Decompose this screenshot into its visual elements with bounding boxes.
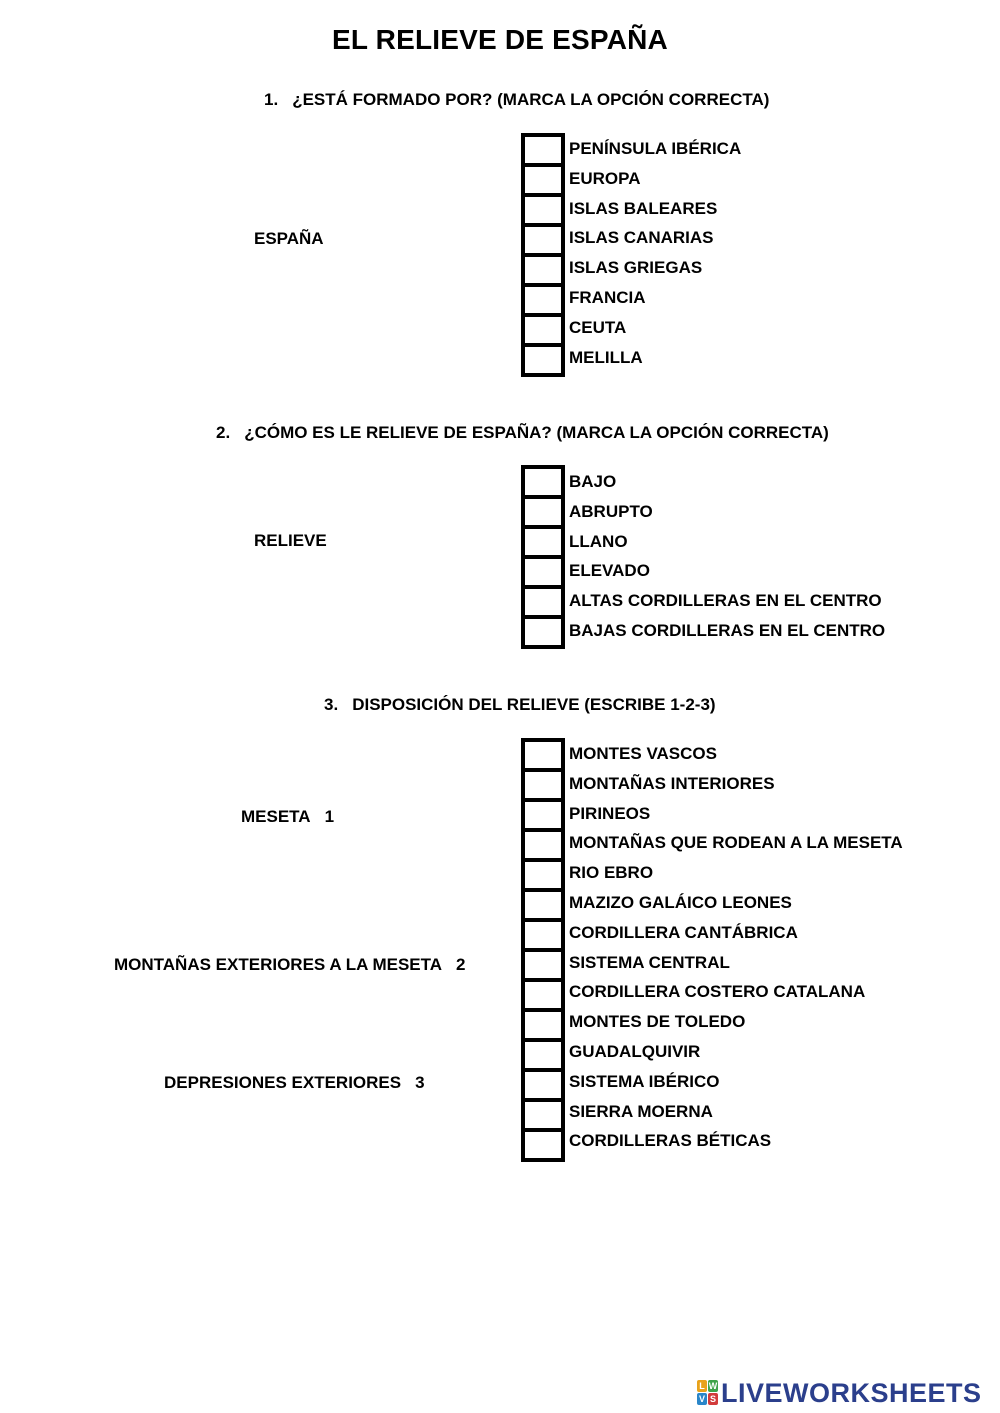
option-label: MONTES VASCOS: [569, 744, 717, 763]
label-text: DEPRESIONES EXTERIORES: [164, 1073, 402, 1092]
question-3-heading: [324, 695, 716, 715]
answer-checkbox[interactable]: [525, 888, 561, 918]
answer-checkbox[interactable]: [525, 858, 561, 888]
answer-checkbox[interactable]: [525, 495, 561, 525]
question-text: ¿CÓMO ES LE RELIEVE DE ESPAÑA? (MARCA LA OPCIÓN CORRECTA): [244, 423, 829, 442]
answer-checkbox[interactable]: [525, 948, 561, 978]
label-number: 1: [324, 807, 335, 826]
option-label: CORDILLERA COSTERO CATALANA: [569, 982, 866, 1002]
question-text: DISPOSICIÓN DEL RELIEVE (ESCRIBE 1-2-3): [352, 695, 716, 714]
question-2-options: [569, 467, 885, 646]
option-label: ISLAS CANARIAS: [569, 228, 714, 248]
option-label: SIERRA MOERNA: [569, 1101, 713, 1121]
answer-checkbox[interactable]: [525, 615, 561, 645]
label-montanas-exteriores: [114, 955, 466, 975]
answer-checkbox[interactable]: [525, 343, 561, 373]
question-text: ¿ESTÁ FORMADO POR? (MARCA LA OPCIÓN CORRECTA): [292, 90, 770, 109]
option-label: SISTEMA CENTRAL: [569, 952, 730, 972]
option-label: BAJO: [569, 472, 617, 491]
question-number: 2.: [216, 423, 231, 442]
question-1-checkboxes: [521, 133, 565, 377]
answer-checkbox[interactable]: [525, 828, 561, 858]
option-label: PIRINEOS: [569, 803, 651, 823]
answer-checkbox[interactable]: [525, 1008, 561, 1038]
answer-checkbox[interactable]: [525, 313, 561, 343]
question-1-label: [254, 229, 324, 249]
answer-checkbox[interactable]: [525, 1038, 561, 1068]
option-label: ISLAS GRIEGAS: [569, 258, 703, 278]
answer-checkbox[interactable]: [525, 1068, 561, 1098]
answer-checkbox[interactable]: [525, 585, 561, 615]
question-1-options: [569, 134, 741, 372]
option-label: MELILLA: [569, 347, 643, 367]
question-number: 1.: [264, 90, 279, 109]
option-label: GUADALQUIVIR: [569, 1041, 701, 1061]
option-label: BAJAS CORDILLERAS EN EL CENTRO: [569, 620, 886, 640]
answer-checkbox[interactable]: [525, 223, 561, 253]
answer-checkbox[interactable]: [525, 555, 561, 585]
option-label: CORDILLERA CANTÁBRICA: [569, 922, 798, 942]
answer-checkbox[interactable]: [525, 525, 561, 555]
option-label: EUROPA: [569, 168, 641, 188]
option-label: MONTAÑAS QUE RODEAN A LA MESETA: [569, 833, 903, 853]
question-1-heading: [264, 90, 769, 110]
option-label: ALTAS CORDILLERAS EN EL CENTRO: [569, 591, 882, 611]
label-number: 3: [415, 1073, 425, 1092]
option-label: ELEVADO: [569, 561, 650, 581]
liveworksheets-logo: [697, 1377, 982, 1409]
option-label: RIO EBRO: [569, 863, 654, 883]
option-label: CORDILLERAS BÉTICAS: [569, 1131, 772, 1151]
answer-checkbox[interactable]: [525, 798, 561, 828]
answer-checkbox[interactable]: [525, 193, 561, 223]
answer-checkbox[interactable]: [525, 1098, 561, 1128]
answer-checkbox[interactable]: [525, 978, 561, 1008]
answer-checkbox[interactable]: [525, 738, 561, 768]
option-label: ISLAS BALEARES: [569, 198, 718, 218]
option-label: CEUTA: [569, 317, 627, 337]
label-number: 2: [456, 955, 466, 974]
answer-checkbox[interactable]: [525, 163, 561, 193]
question-3-options: [569, 739, 903, 1156]
option-label: PENÍNSULA IBÉRICA: [569, 139, 742, 158]
label-text: ESPAÑA: [254, 229, 324, 248]
label-depresiones-exteriores: [164, 1073, 425, 1093]
option-label: LLANO: [569, 531, 628, 551]
answer-checkbox[interactable]: [525, 768, 561, 798]
label-text: MESETA: [241, 807, 311, 826]
option-label: FRANCIA: [569, 287, 646, 307]
label-text: MONTAÑAS EXTERIORES A LA MESETA: [114, 955, 443, 974]
option-label: MAZIZO GALÁICO LEONES: [569, 892, 792, 912]
option-label: SISTEMA IBÉRICO: [569, 1071, 720, 1091]
question-2-label: [254, 531, 327, 551]
question-2-checkboxes: [521, 465, 565, 649]
label-meseta: [241, 807, 334, 827]
page-title: EL RELIEVE DE ESPAÑA: [332, 24, 668, 55]
logo-icon: L W V S: [698, 1381, 718, 1404]
answer-checkbox[interactable]: [525, 283, 561, 313]
answer-checkbox[interactable]: [525, 918, 561, 948]
brand-name: LIVEWORKSHEETS: [721, 1377, 982, 1408]
option-label: MONTES DE TOLEDO: [569, 1012, 746, 1032]
answer-checkbox[interactable]: [525, 133, 561, 163]
answer-checkbox[interactable]: [525, 465, 561, 495]
label-text: RELIEVE: [254, 531, 327, 550]
question-3-checkboxes: [521, 738, 565, 1162]
question-number: 3.: [324, 695, 339, 714]
option-label: ABRUPTO: [569, 501, 653, 521]
answer-checkbox[interactable]: [525, 1128, 561, 1158]
question-2-heading: [216, 423, 829, 443]
option-label: MONTAÑAS INTERIORES: [569, 773, 775, 793]
answer-checkbox[interactable]: [525, 253, 561, 283]
